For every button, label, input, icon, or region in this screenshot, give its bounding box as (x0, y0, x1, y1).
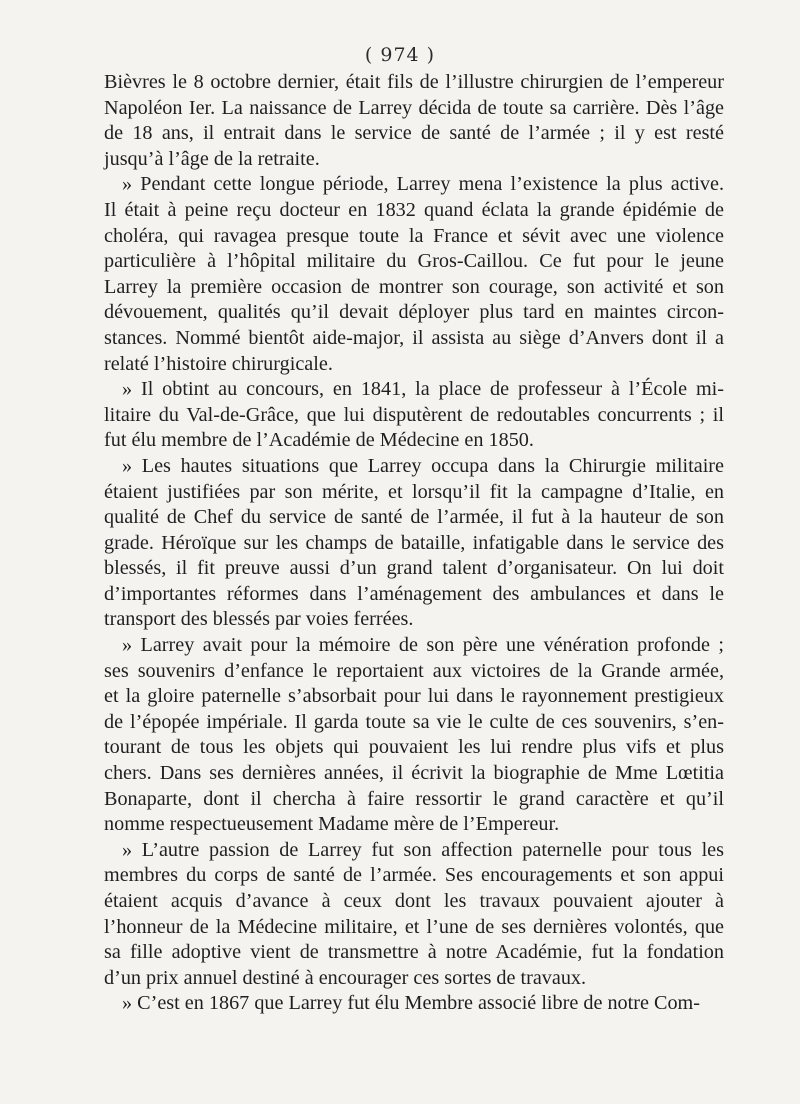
paragraph (104, 454, 724, 633)
page-number: ( 974 ) (364, 44, 436, 66)
text-line: jusqu’à l’âge de la retraite. (104, 147, 320, 170)
text-line: grade. Héroïque sur les champs de bataille, infatigable dans le service des (104, 531, 724, 554)
text-line: tourant de tous les objets qui pouvaient les lui rendre plus vifs et plus (104, 736, 724, 759)
text-line: » Larrey avait pour la mémoire de son père une vénération profonde ; (122, 634, 724, 657)
text-line: particulière à l’hôpital militaire du Gros-Caillou. Ce fut pour le jeune (104, 250, 724, 273)
text-line: dévouement, qualités qu’il devait déployer plus tard en maintes circon- (104, 301, 724, 324)
text-line: nomme respectueusement Madame mère de l’Empereur. (104, 813, 560, 836)
paragraph (104, 633, 724, 838)
text-line: » Il obtint au concours, en 1841, la place de professeur à l’École mi- (122, 378, 724, 401)
paragraph (104, 991, 724, 1017)
paragraph (104, 70, 724, 172)
text-line: transport des blessés par voies ferrées. (104, 608, 414, 631)
body-text (104, 70, 724, 1017)
paragraph (104, 838, 724, 992)
text-line: et la gloire paternelle s’absorbait pour lui dans le rayonnement prestigieux (104, 685, 724, 708)
text-line: » L’autre passion de Larrey fut son affection paternelle pour tous les (122, 838, 724, 861)
text-line: » Les hautes situations que Larrey occupa dans la Chirurgie militaire (122, 454, 724, 477)
text-line: blessés, il fit preuve aussi d’un grand talent d’organisateur. On lui doit (104, 557, 724, 580)
paragraph (104, 172, 724, 377)
text-line: » C’est en 1867 que Larrey fut élu Membre associé libre de notre Com- (122, 992, 700, 1015)
text-line: d’importantes réformes dans l’aménagement des ambulances et dans le (104, 582, 724, 605)
text-line: étaient justifiées par son mérite, et lorsqu’il fit la campagne d’Italie, en (104, 480, 724, 503)
text-line: Napoléon Ier. La naissance de Larrey décida de toute sa carrière. Dès l’âge (104, 96, 724, 119)
text-line: de l’épopée impériale. Il garda toute sa vie le culte de ces souvenirs, s’en- (104, 710, 724, 733)
text-line: qualité de Chef du service de santé de l’armée, il fut à la hauteur de son (104, 506, 724, 529)
paragraph (104, 377, 724, 454)
text-line: relaté l’histoire chirurgicale. (104, 352, 333, 375)
text-line: Bonaparte, dont il chercha à faire ressortir le grand caractère et qu’il (104, 787, 724, 810)
text-line: étaient acquis d’avance à ceux dont les travaux pouvaient ajouter à (104, 890, 724, 912)
text-line: Il était à peine reçu docteur en 1832 quand éclata la grande épidémie de (104, 198, 724, 221)
text-line: chers. Dans ses dernières années, il écrivit la biographie de Mme Lœtitia (104, 762, 724, 785)
text-line: d’un prix annuel destiné à encourager ces sortes de travaux. (104, 966, 587, 989)
text-line: » Pendant cette longue période, Larrey mena l’existence la plus active. (122, 173, 724, 196)
text-line: de 18 ans, il entrait dans le service de santé de l’armée ; il y est resté (104, 122, 724, 145)
text-line: ses souvenirs d’enfance le reportaient aux victoires de la Grande armée, (104, 659, 724, 682)
text-line: stances. Nommé bientôt aide-major, il assista au siège d’Anvers dont il a (104, 326, 724, 349)
text-line: choléra, qui ravagea presque toute la France et sévit avec une violence (104, 224, 724, 247)
text-line: membres du corps de santé de l’armée. Ses encouragements et son appui (104, 864, 724, 887)
text-line: fut élu membre de l’Académie de Médecine en 1850. (104, 429, 534, 452)
text-line: litaire du Val-de-Grâce, que lui disputèrent de redoutables concurrents ; il (104, 403, 724, 426)
text-line: sa fille adoptive vient de transmettre à notre Académie, fut la fondation (104, 941, 724, 964)
text-line: l’honneur de la Médecine militaire, et l’une de ses dernières volontés, que (104, 915, 724, 938)
text-line: Larrey la première occasion de montrer son courage, son activité et son (104, 275, 724, 298)
text-line: Bièvres le 8 octobre dernier, était fils de l’illustre chirurgien de l’empereur (104, 71, 724, 93)
